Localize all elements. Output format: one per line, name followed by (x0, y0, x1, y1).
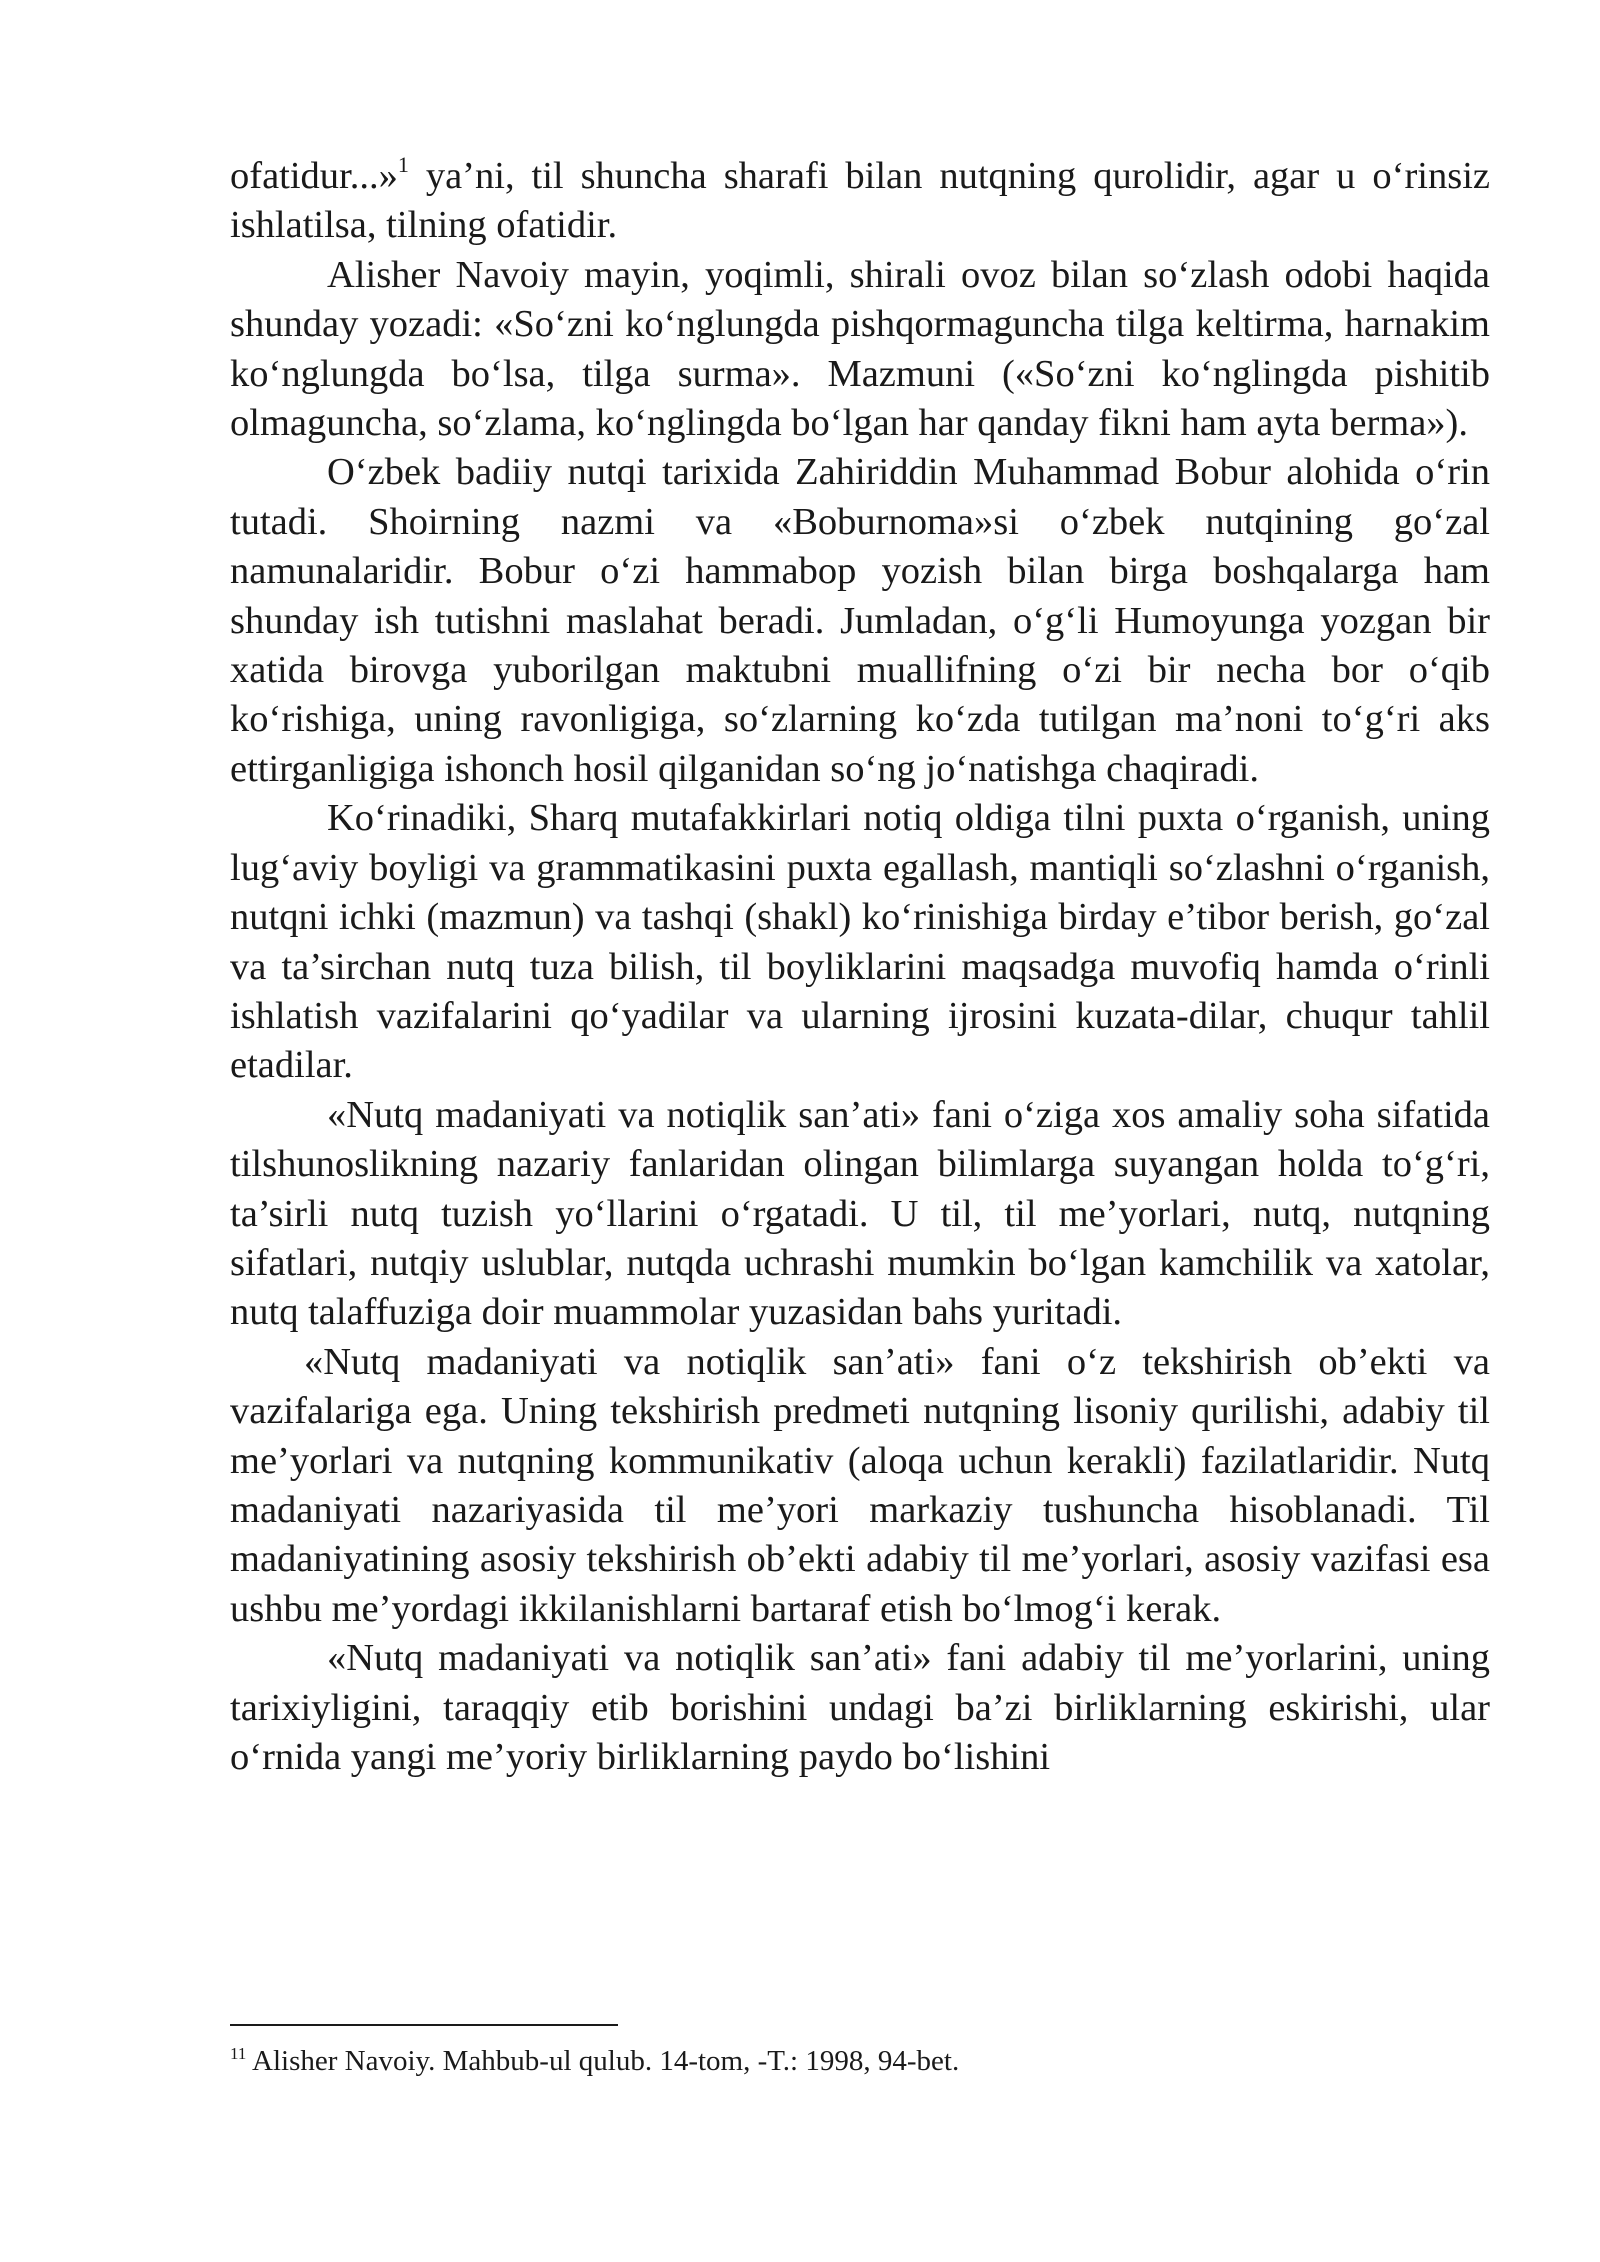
paragraph-1 (230, 152, 1490, 251)
paragraph-1-rest: ya’ni, til shuncha sharafi bilan nutqning qurolidir, agar u o‘rinsiz ishlatilsa, tilning ofatidir. (230, 155, 1490, 247)
paragraph-2: Alisher Navoiy mayin, yoqimli, shirali ovoz bilan so‘zlash odobi haqida shunday yozadi: «So‘zni ko‘nglungda pishqormaguncha tilga keltirma, harnakim ko‘nglungda bo‘lsa, tilga surma». Mazmuni («So‘zni ko‘nglingda pishitib olmaguncha, so‘zlama, ko‘nglingda bo‘lgan har qanday fikni ham ayta berma»). (230, 253, 1490, 445)
footnote-text: Alisher Navoiy. Mahbub-ul qulub. 14-tom, -T.: 1998, 94-bet. (246, 2045, 960, 2077)
paragraph-1-start: ofatidur...» (230, 155, 398, 197)
body-text (230, 152, 1490, 1782)
paragraph-7: «Nutq madaniyati va notiqlik san’ati» fani adabiy til me’yorlarini, uning tarixiyligini, taraqqiy etib borishini undagi ba’zi birliklarning eskirishi, ular o‘rnida yangi me’yoriy birliklarning paydo bo‘lishini (230, 1637, 1490, 1778)
footnote-reference[interactable]: 1 (397, 152, 409, 177)
paragraph-4: Ko‘rinadiki, Sharq mutafakkirlari notiq oldiga tilni puxta o‘rganish, uning lug‘aviy boyligi va grammatikasini puxta egallash, mantiqli so‘zlashni o‘rganish, nutqni ichki (mazmun) va tashqi (shakl) ko‘rinishiga birday e’tibor berish, go‘zal va ta’sirchan nutq tuza bilish, til boyliklarini maqsadga muvofiq hamda o‘rinli ishlatish vazifalarini qo‘yadilar va ularning ijrosini kuzata-dilar, chuqur tahlil etadilar. (230, 797, 1490, 1087)
footnote (230, 2042, 1490, 2080)
paragraph-6: «Nutq madaniyati va notiqlik san’ati» fani o‘z tekshirish ob’ekti va vazifalariga ega. Uning tekshirish predmeti nutqning lisoniy qurilishi, adabiy til me’yorlari va nutqning kommunikativ (aloqa uchun kerakli) fazilatlaridir. Nutq madaniyati nazariyasida til me’yori markaziy tushuncha hisoblanadi. Til madaniyatining asosiy tekshirish ob’ekti adabiy til me’yorlari, asosiy vazifasi esa ushbu me’yordagi ikkilanishlarni bartaraf etish bo‘lmog‘i kerak. (230, 1340, 1490, 1630)
footnote-mark: 11 (230, 2044, 247, 2063)
footnote-separator (230, 2024, 618, 2026)
paragraph-3: O‘zbek badiiy nutqi tarixida Zahiriddin Muhammad Bobur alohida o‘rin tutadi. Shoirning nazmi va «Boburnoma»si o‘zbek nutqining go‘zal namunalaridir. Bobur o‘zi hammabop yozish bilan birga boshqalarga ham shunday ish tutishni maslahat beradi. Jumladan, o‘g‘li Humoyunga yozgan bir xatida birovga yuborilgan maktubni muallifning o‘zi bir necha bor o‘qib ko‘rishiga, uning ravonligiga, so‘zlarning ko‘zda tutilgan ma’noni to‘g‘ri aks ettirganligiga ishonch hosil qilganidan so‘ng jo‘natishga chaqiradi. (230, 451, 1490, 790)
paragraph-5: «Nutq madaniyati va notiqlik san’ati» fani o‘ziga xos amaliy soha sifatida tilshunoslikning nazariy fanlaridan olingan bilimlarga suyangan holda to‘g‘ri, ta’sirli nutq tuzish yo‘llarini o‘rgatadi. U til, til me’yorlari, nutq, nutqning sifatlari, nutqiy uslublar, nutqda uchrashi mumkin bo‘lgan kamchilik va xatolar, nutq talaffuziga doir muammolar yuzasidan bahs yuritadi. (230, 1093, 1490, 1334)
